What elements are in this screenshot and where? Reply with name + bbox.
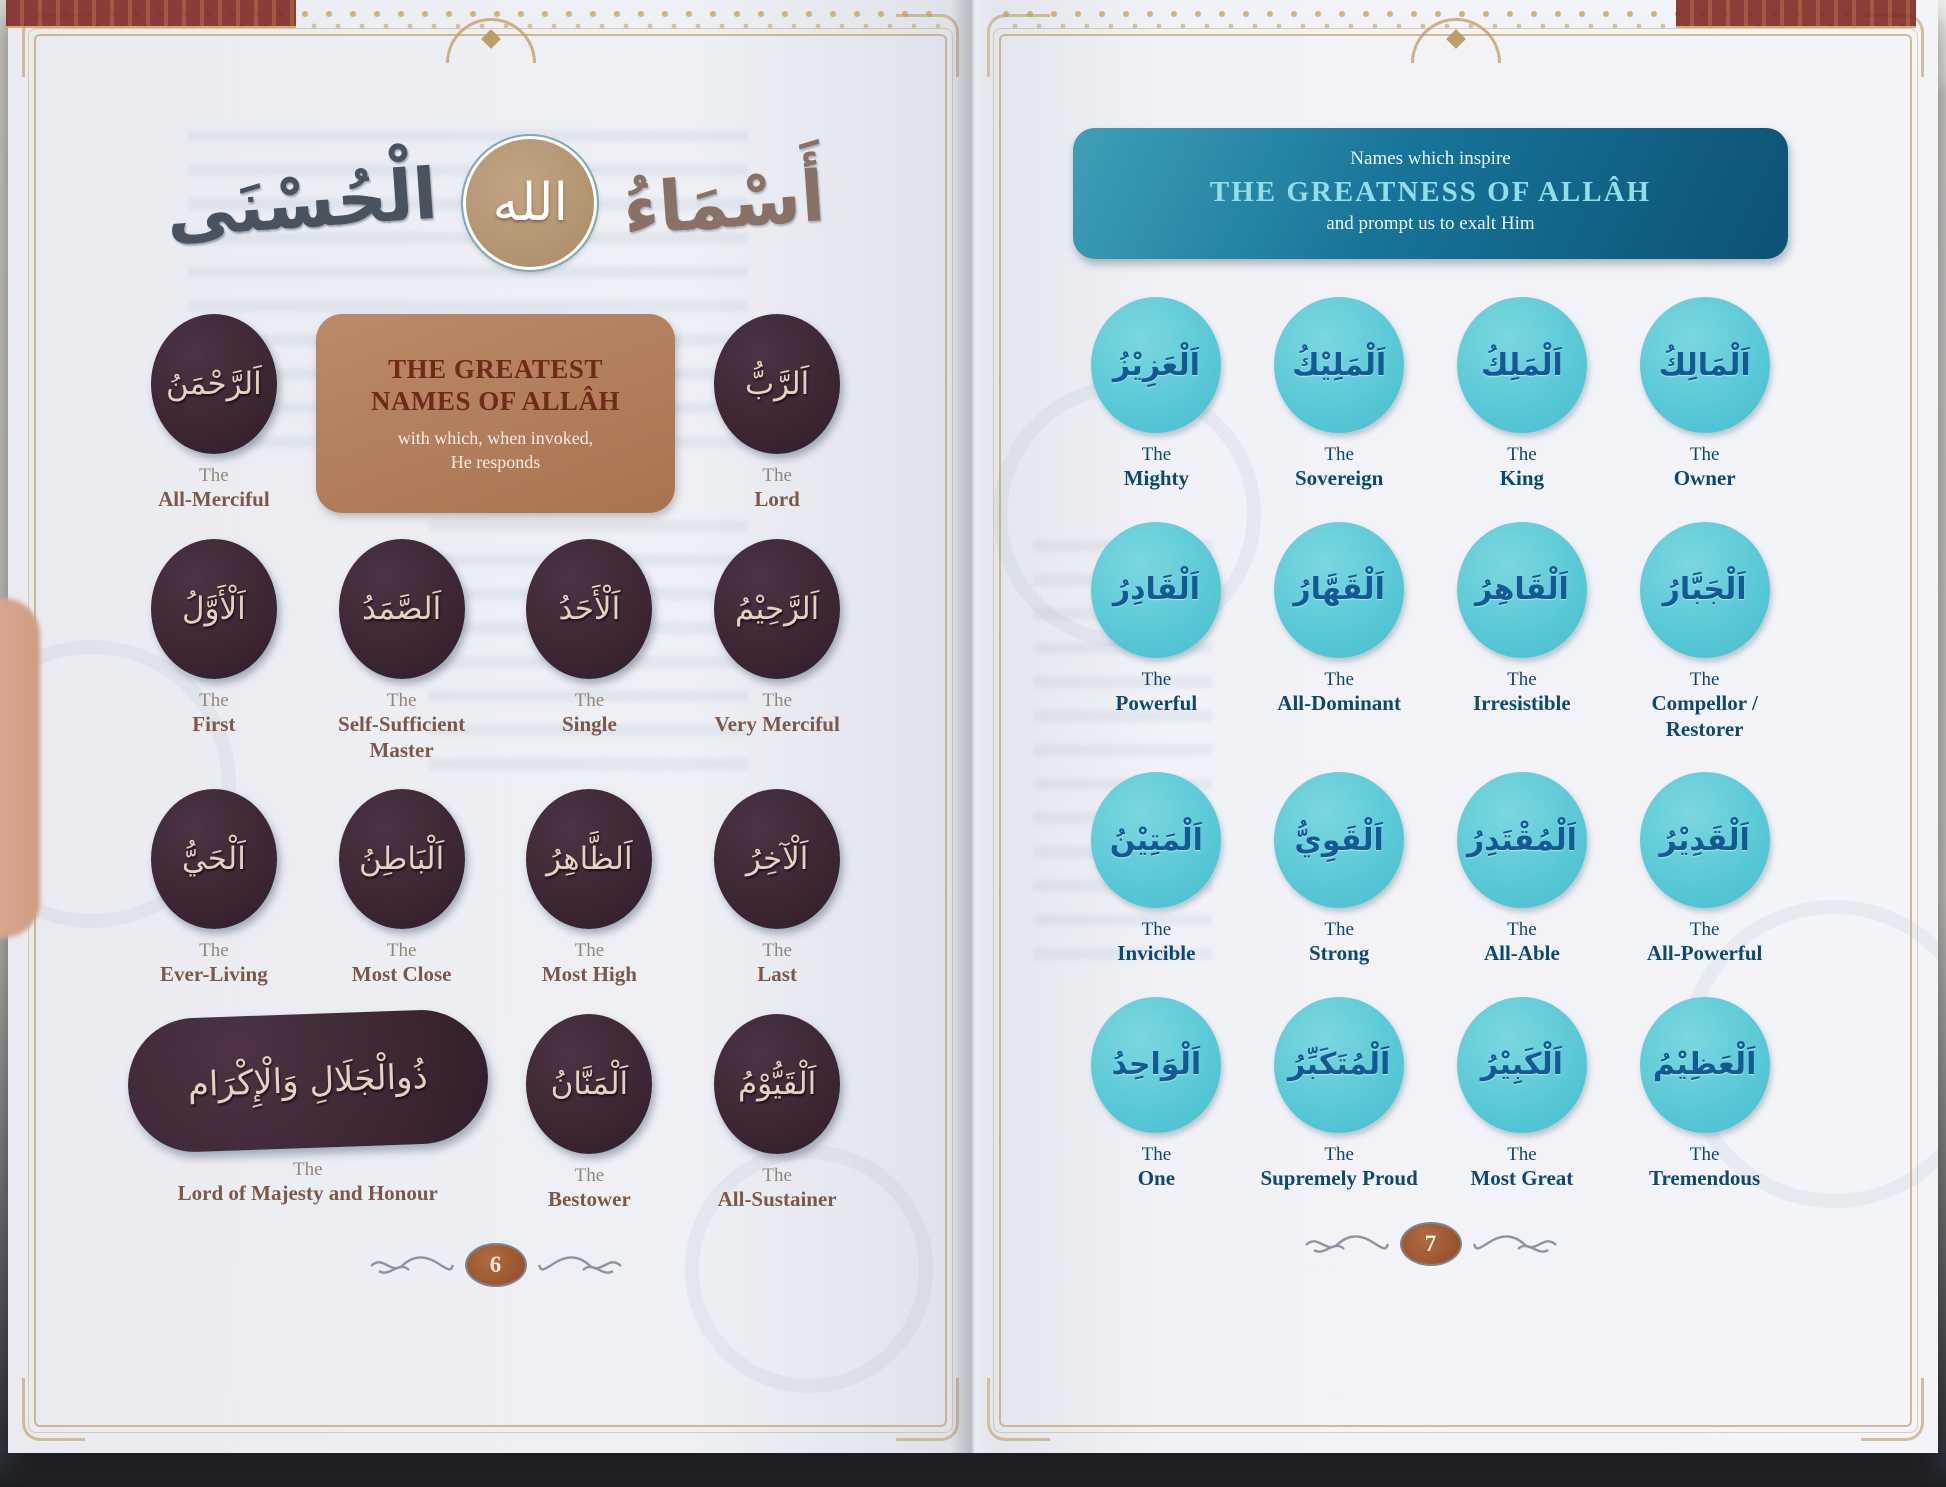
name-label (1649, 1143, 1760, 1192)
name-english: All-Dominant (1277, 690, 1401, 715)
arabic-calligraphy: اَلْمَالِكُ (1658, 347, 1751, 383)
page-number-left (128, 1243, 863, 1287)
corner-ornament (22, 1378, 85, 1441)
book-cover-edge-right (1676, 0, 1916, 28)
arabic-calligraphy: اَلْقَوِيُّ (1294, 822, 1384, 858)
name-item (128, 789, 300, 988)
name-article: The (1507, 444, 1537, 465)
name-article: The (1689, 919, 1720, 941)
name-medallion (1091, 522, 1221, 658)
name-item (504, 539, 676, 763)
name-english: Invicible (1117, 941, 1196, 966)
name-english: King (1499, 466, 1545, 491)
name-medallion (1640, 772, 1770, 908)
name-article: The (1141, 668, 1172, 690)
arabic-calligraphy: اَلصَّمَدُ (362, 590, 442, 627)
name-item (504, 1014, 676, 1213)
name-item (504, 789, 676, 988)
name-medallion (1274, 522, 1404, 658)
corner-ornament (987, 1378, 1050, 1441)
name-article: The (292, 1158, 323, 1180)
name-english: Owner (1673, 466, 1736, 491)
title-text: THE GREATEST NAMES OF ALLÂH (370, 353, 621, 416)
flourish-ornament (369, 1252, 455, 1278)
name-item (1073, 772, 1240, 967)
name-item (1621, 522, 1788, 742)
name-item (1439, 297, 1606, 492)
name-item (691, 789, 863, 988)
flourish-ornament (1304, 1231, 1390, 1257)
name-item (128, 314, 300, 513)
allah-medallion (463, 136, 597, 270)
names-grid-right (1073, 297, 1788, 1192)
name-medallion (1457, 772, 1587, 908)
name-label (192, 689, 235, 738)
name-label (158, 464, 270, 513)
name-medallion (1274, 772, 1404, 908)
arabic-calligraphy: اَلرَّبُّ (744, 366, 810, 402)
page-number-badge: 7 (1400, 1222, 1462, 1266)
arabic-calligraphy: اَلْقَهَّارُ (1293, 572, 1385, 608)
name-english: Most Close (351, 962, 452, 987)
name-english: Single (561, 711, 617, 736)
name-medallion (339, 539, 465, 679)
name-label (1309, 918, 1369, 967)
name-label (1473, 668, 1571, 717)
open-book-spread (8, 0, 1938, 1453)
greatness-of-allah-banner (1073, 128, 1788, 259)
name-article: The (574, 689, 605, 711)
greatest-names-title-card (316, 314, 676, 513)
name-label (1500, 443, 1544, 492)
name-label (1674, 443, 1736, 492)
name-english: All-Merciful (158, 487, 270, 512)
name-medallion (1274, 997, 1404, 1133)
name-medallion (339, 789, 465, 929)
name-medallion (714, 1014, 840, 1154)
arabic-calligraphy: اَلْقَادِرُ (1112, 572, 1200, 608)
arabic-calligraphy: اَلْمَلِكُ (1480, 347, 1563, 383)
name-english: Self-Sufficient Master (338, 711, 466, 762)
arabic-calligraphy: اَلْقَيُّوْمُ (737, 1065, 817, 1102)
page-number-right (1073, 1222, 1788, 1266)
name-article: The (1507, 1143, 1537, 1165)
arabic-calligraphy: اَلرَّحِيْمُ (734, 590, 820, 627)
name-article: The (1689, 1143, 1720, 1165)
name-english: Compellor / Restorer (1651, 690, 1758, 741)
name-english: Lord (754, 487, 800, 512)
name-label (757, 939, 797, 988)
name-medallion (714, 539, 840, 679)
name-medallion (526, 789, 652, 929)
name-label (1277, 668, 1401, 717)
name-label (1295, 443, 1383, 492)
name-label (1621, 668, 1788, 742)
name-item (691, 539, 863, 763)
name-item (1256, 522, 1423, 742)
name-medallion (714, 314, 840, 454)
asma-ul-husna-calligraphy (128, 118, 863, 288)
name-english: Most Great (1470, 1166, 1574, 1191)
name-english: All-Able (1483, 941, 1560, 966)
name-english: Strong (1308, 941, 1370, 966)
name-item (1256, 997, 1423, 1192)
name-english: Ever-Living (160, 962, 268, 987)
arabic-calligraphy: اَلْبَاطِنُ (359, 841, 445, 878)
subtitle-text: with which, when invoked, He responds (397, 428, 594, 472)
name-item (1621, 997, 1788, 1192)
arabic-calligraphy: ذُوالْجَلَالِ وَالْإِكْرَام (187, 1056, 429, 1106)
arabic-calligraphy: اَلرَّحْمَنُ (165, 366, 262, 402)
name-english: Tremendous (1649, 1166, 1761, 1191)
banner-title: THE GREATNESS OF ALLÂH (1209, 176, 1652, 208)
name-medallion (151, 789, 277, 929)
arabic-calligraphy: اَلْقَاهِرُ (1474, 572, 1569, 608)
name-item (1256, 297, 1423, 492)
arabic-calligraphy: اَلْقَدِيْرُ (1659, 822, 1750, 858)
name-article: The (1324, 668, 1354, 690)
name-article: The (762, 689, 792, 711)
arabic-calligraphy: اَلْأَوَّلُ (181, 590, 246, 627)
name-label (160, 939, 268, 988)
name-label (1124, 443, 1189, 492)
name-english: Lord of Majesty and Honour (177, 1181, 438, 1206)
name-label (178, 1158, 438, 1207)
arabic-calligraphy: اَلْجَبَّارُ (1662, 572, 1747, 608)
name-label (1647, 918, 1762, 967)
arabic-word-allah: الله (492, 173, 568, 233)
name-item (1621, 772, 1788, 967)
arabic-calligraphy: اَلْعَزِيْزُ (1112, 347, 1200, 383)
name-item (1621, 297, 1788, 492)
arabic-word-asma: أَسْمَاءُ (620, 155, 828, 251)
name-item (691, 314, 863, 513)
name-article: The (1141, 919, 1172, 941)
name-label (1116, 668, 1198, 717)
name-medallion (1457, 522, 1587, 658)
name-article: The (1141, 444, 1172, 465)
name-label (542, 939, 637, 988)
name-article: The (762, 940, 792, 962)
name-english: Irresistible (1473, 690, 1571, 715)
name-item (1439, 997, 1606, 1192)
name-article: The (199, 940, 229, 962)
name-item (1073, 522, 1240, 742)
book-cover-edge-left (6, 0, 296, 28)
name-label (1484, 918, 1560, 967)
name-item (1439, 522, 1606, 742)
hand-finger (0, 598, 40, 938)
flourish-ornament (537, 1252, 623, 1278)
arabic-calligraphy: اَلْمُتَكَبِّرُ (1287, 1047, 1391, 1083)
name-english: Very Merciful (714, 711, 840, 736)
name-article: The (1507, 919, 1537, 941)
name-medallion (1091, 297, 1221, 433)
name-medallion (1640, 522, 1770, 658)
flourish-ornament (1472, 1231, 1558, 1257)
name-label (562, 689, 617, 738)
name-article: The (1507, 668, 1537, 690)
name-medallion (151, 314, 277, 454)
name-medallion (1274, 297, 1404, 433)
name-article: The (1141, 1143, 1172, 1165)
corner-ornament (1861, 1378, 1924, 1441)
name-item (316, 789, 488, 988)
name-medallion (1457, 297, 1587, 433)
book-spine-fold (950, 0, 996, 1453)
name-label (548, 1164, 631, 1213)
banner-line3: and prompt us to exalt Him (1326, 213, 1535, 234)
arabic-calligraphy: اَلْمَلِيْكُ (1292, 347, 1387, 383)
names-grid-left (128, 314, 863, 1213)
name-medallion (1091, 772, 1221, 908)
arabic-calligraphy: اَلْمَتِيْنُ (1109, 822, 1203, 858)
name-english: Supremely Proud (1260, 1166, 1418, 1191)
name-english: All-Powerful (1646, 941, 1763, 966)
name-article: The (1324, 919, 1354, 941)
name-medallion (126, 1008, 490, 1154)
name-medallion (526, 1014, 652, 1154)
name-english: Bestower (547, 1187, 631, 1212)
name-article: The (386, 940, 417, 962)
name-item (1256, 772, 1423, 967)
arabic-calligraphy: اَلْحَيُّ (181, 841, 246, 878)
banner-line1: Names which inspire (1350, 148, 1511, 169)
arabic-calligraphy: اَلْآخِرُ (745, 841, 809, 878)
name-medallion (714, 789, 840, 929)
name-item (316, 539, 488, 763)
name-english: Last (757, 962, 797, 987)
name-label (1138, 1143, 1175, 1192)
arabic-calligraphy: اَلْأَحَدُ (558, 590, 621, 627)
name-article: The (1324, 444, 1354, 465)
name-label (316, 689, 488, 763)
page-left (8, 0, 973, 1453)
name-english: One (1137, 1166, 1176, 1191)
name-article: The (1689, 444, 1720, 465)
name-english: Powerful (1115, 690, 1198, 715)
name-english: Mighty (1123, 466, 1190, 491)
arabic-calligraphy: اَلظَّاهِرُ (546, 841, 633, 878)
name-label (1117, 918, 1195, 967)
arabic-calligraphy: اَلْمَنَّانُ (550, 1065, 629, 1102)
name-item (1073, 997, 1240, 1192)
name-item (1439, 772, 1606, 967)
name-medallion (151, 539, 277, 679)
name-article: The (386, 689, 417, 711)
arabic-calligraphy: اَلْعَظِيْمُ (1652, 1047, 1757, 1083)
arabic-word-husna: الْحُسْنَى (163, 152, 440, 254)
name-item (128, 1014, 488, 1213)
name-article: The (574, 940, 605, 962)
name-english: Most High (541, 962, 637, 987)
arabic-calligraphy: اَلْمُقْتَدِرُ (1466, 822, 1577, 858)
name-label (1260, 1143, 1417, 1192)
name-item (1073, 297, 1240, 492)
name-medallion (1457, 997, 1587, 1133)
name-label (718, 1164, 837, 1213)
name-article: The (762, 465, 792, 486)
name-label (754, 464, 800, 513)
name-medallion (526, 539, 652, 679)
name-article: The (762, 1164, 792, 1186)
name-article: The (1324, 1143, 1354, 1165)
name-article: The (1689, 668, 1720, 690)
name-item (128, 539, 300, 763)
name-medallion (1091, 997, 1221, 1133)
name-medallion (1640, 297, 1770, 433)
name-label (1470, 1143, 1573, 1192)
name-english: First (192, 711, 236, 736)
name-label (714, 689, 839, 738)
arabic-calligraphy: اَلْوَاحِدُ (1111, 1047, 1202, 1083)
arabic-calligraphy: اَلْكَبِيْرُ (1480, 1047, 1563, 1083)
name-article: The (199, 465, 229, 486)
page-right (973, 0, 1938, 1453)
name-label (352, 939, 452, 988)
name-medallion (1640, 997, 1770, 1133)
name-english: All-Sustainer (717, 1187, 837, 1212)
name-item (691, 1014, 863, 1213)
name-article: The (199, 689, 229, 711)
page-number-badge: 6 (465, 1243, 527, 1287)
name-english: Sovereign (1294, 466, 1384, 491)
name-article: The (574, 1164, 605, 1186)
